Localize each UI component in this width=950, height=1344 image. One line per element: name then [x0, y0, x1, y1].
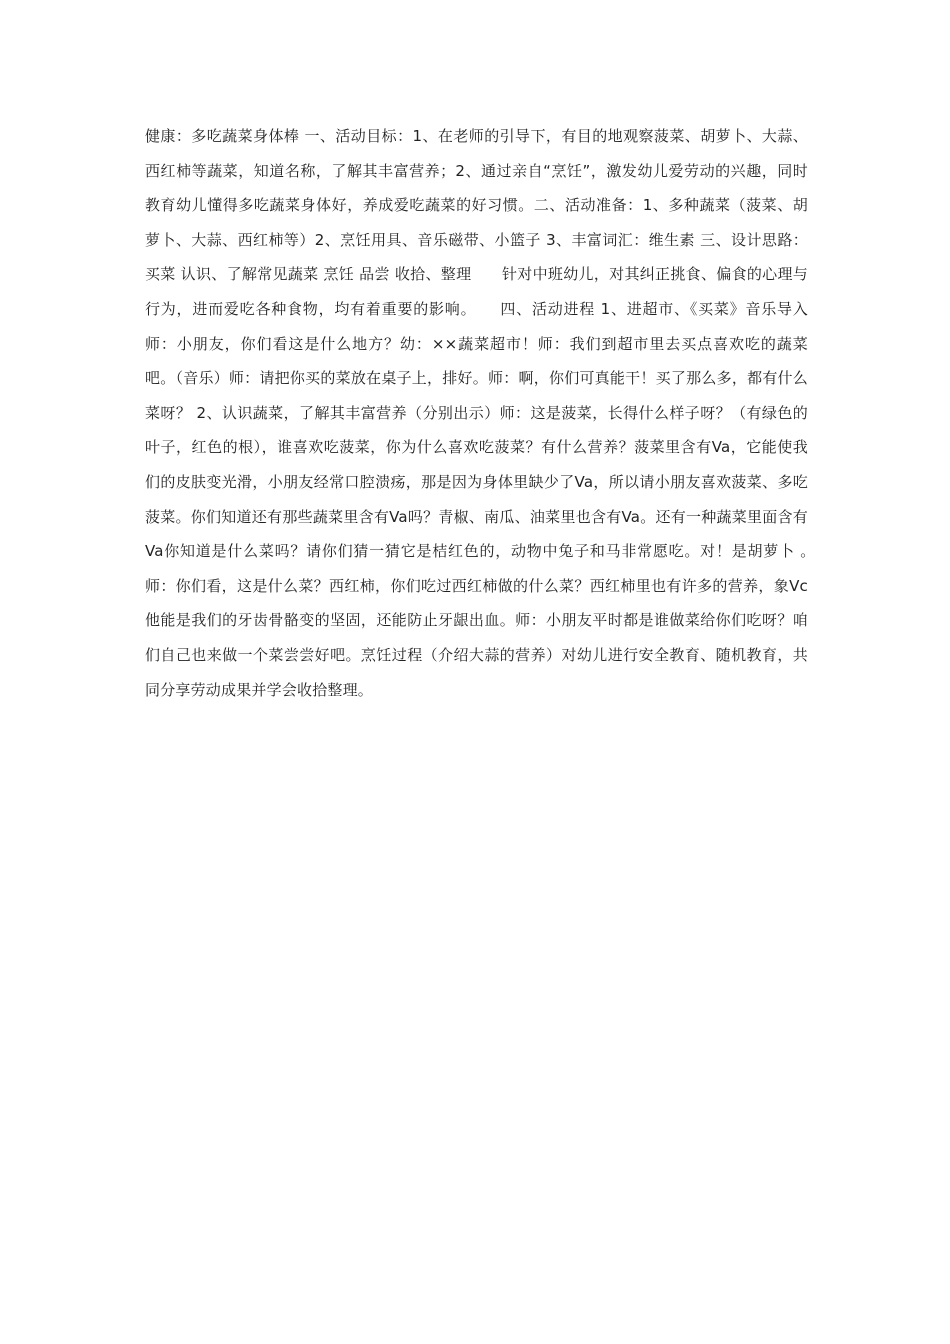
document-body-text: 健康：多吃蔬菜身体棒 一、活动目标：1、在老师的引导下，有目的地观察菠菜、胡萝卜、大蒜、西红柿等蔬菜，知道名称，了解其丰富营养；2、通过亲自“烹饪”，激发幼儿爱劳动的兴趣，同时教育幼儿懂得多吃蔬菜身体好，养成爱吃蔬菜的好习惯。二、活动准备：1、多种蔬菜（菠菜、胡萝卜、大蒜、西红柿等）2、烹饪用具、音乐磁带、小篮子 3、丰富词汇：维生素 三、设计思路：买菜 认识、了解常见蔬菜 烹饪 品尝 收拾、整理 针对中班幼儿，对其纠正挑食、偏食的心理与行为，进而爱吃各种食物，均有着重要的影响。 四、活动进程 1、进超市、《买菜》音乐导入 师：小朋友，你们看这是什么地方？幼：××蔬菜超市！师：我们到超市里去买点喜欢吃的蔬菜吧。（音乐）师：请把你买的菜放在桌子上，排好。师：啊，你们可真能干！买了那么多，都有什么菜呀？ 2、认识蔬菜，了解其丰富营养（分别出示）师：这是菠菜，长得什么样子呀？（有绿色的叶子，红色的根），谁喜欢吃菠菜，你为什么喜欢吃菠菜？有什么营养？菠菜里含有Va，它能使我们的皮肤变光滑，小朋友经常口腔溃疡，那是因为身体里缺少了Va，所以请小朋友喜欢菠菜、多吃菠菜。你们知道还有那些蔬菜里含有Va吗？青椒、南瓜、油菜里也含有Va。还有一种蔬菜里面含有Va你知道是什么菜吗？请你们猜一猜它是桔红色的，动物中兔子和马非常愿吃。对！是胡萝卜 。 师：你们看，这是什么菜？西红柿，你们吃过西红柿做的什么菜？西红柿里也有许多的营养，象Vc他能是我们的牙齿骨骼变的坚固，还能防止牙龈出血。师：小朋友平时都是谁做菜给你们吃呀？咱们自己也来做一个菜尝尝好吧。烹饪过程（介绍大蒜的营养）对幼儿进行安全教育、随机教育，共同分享劳动成果并学会收拾整理。 [145, 127, 839, 699]
